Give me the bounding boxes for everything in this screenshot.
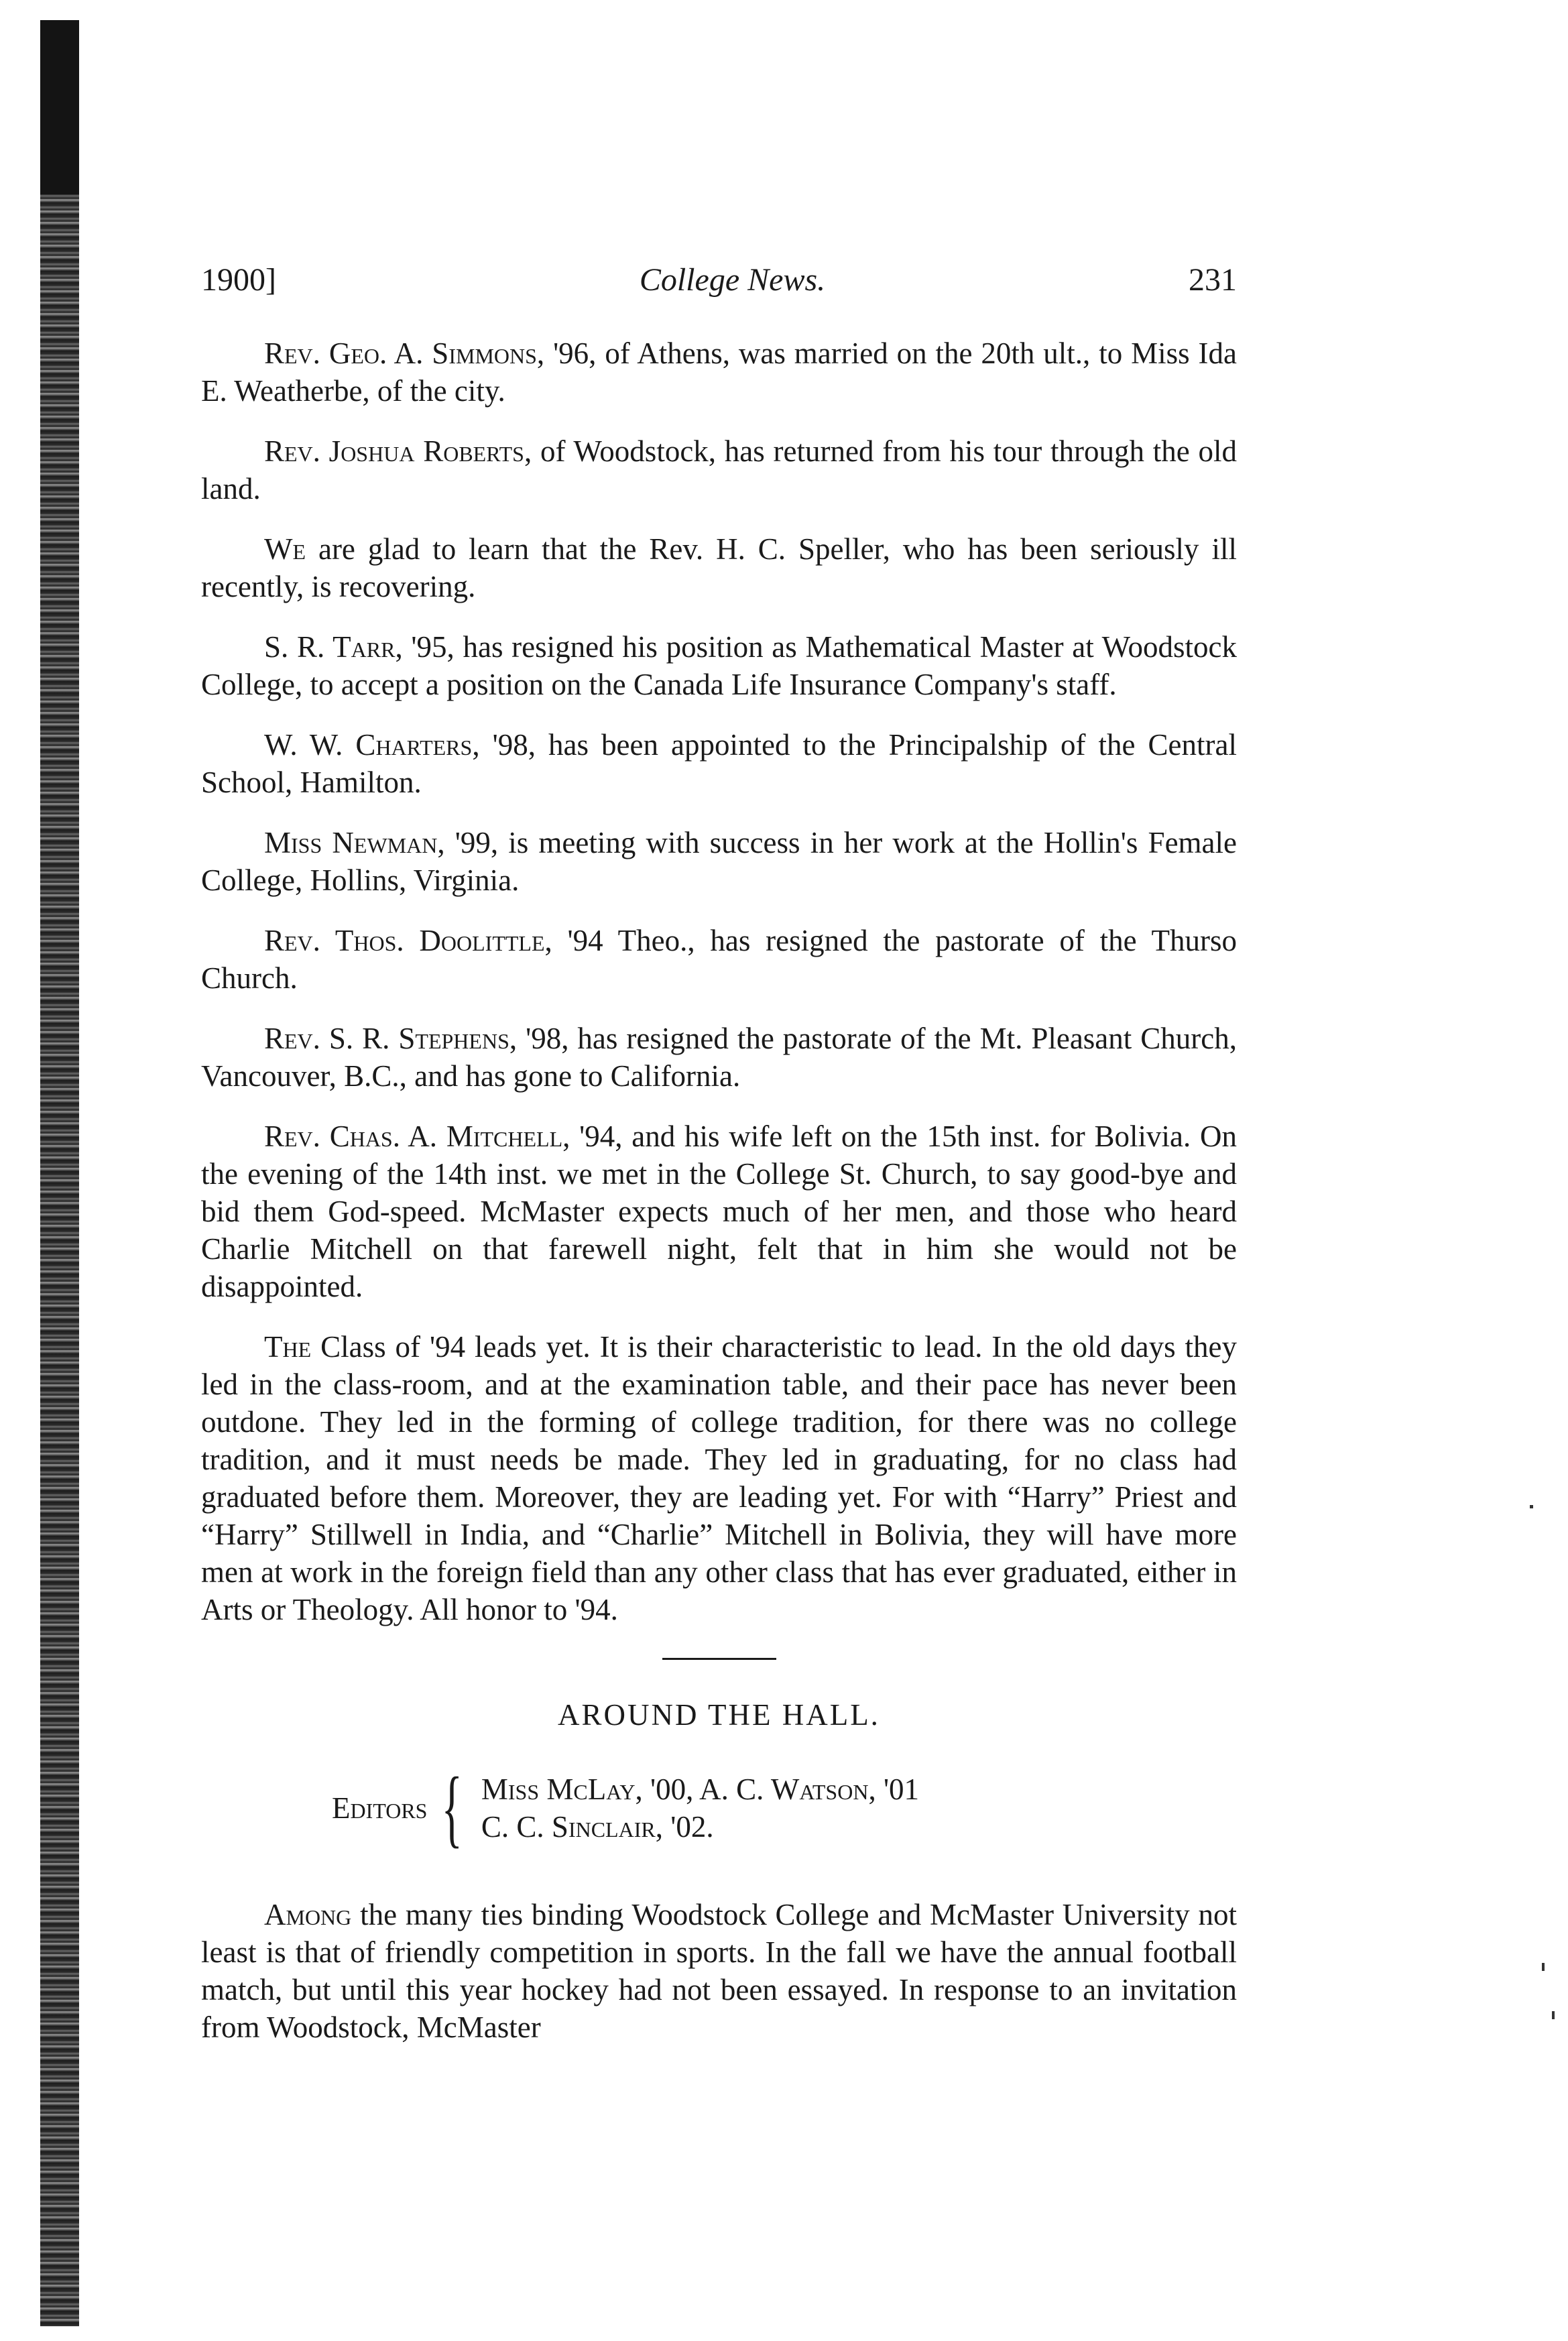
news-item: [201, 335, 1237, 410]
news-item: [201, 1118, 1237, 1305]
editors-line: Miss McLay, '00, A. C. Watson, '01: [481, 1773, 920, 1806]
page: [201, 261, 1237, 2069]
book-binding-edge: [40, 20, 79, 2326]
news-item: [201, 628, 1237, 703]
item-lead: Among: [264, 1898, 352, 1931]
editors-block: [332, 1760, 1237, 1856]
editors-list: [481, 1770, 919, 1846]
item-lead: W. W. Charters,: [264, 728, 480, 762]
item-lead: Miss Newman,: [264, 826, 445, 859]
section-title: AROUND THE HALL.: [558, 1698, 880, 1732]
item-text: '98, has been appointed to the Principalship of the Central School, Hamilton.: [201, 728, 1237, 799]
item-text: Class of '94 leads yet. It is their characteristic to lead. In the old days they led in the class-room, and at the examination table, and their pace has never been outdone. They led in the forming of college tradition, for there was no college tradition, and it must needs be made. They led in graduating, for no class had graduated before them. Moreover, they are leading yet. For with “Harry” Priest and “Harry” Stillwell in India, and “Charlie” Mitchell in Bolivia, they will have more men at work in the foreign field than any other class that has ever graduated, either in Arts or Theology. All honor to '94.: [201, 1330, 1237, 1626]
header-year: 1900]: [201, 262, 276, 298]
item-lead: Rev. Chas. A. Mitchell,: [264, 1120, 570, 1153]
page-speck: [1552, 2011, 1555, 2019]
item-text: '96, of Athens, was married on the 20th ult., to Miss Ida E. Weatherbe, of the city.: [201, 337, 1238, 408]
running-header: [201, 261, 1237, 298]
article-paragraph: [201, 1896, 1237, 2046]
news-item: [201, 1020, 1237, 1095]
item-lead: Rev. Joshua Roberts,: [264, 434, 532, 468]
item-text: are glad to learn that the Rev. H. C. Speller, who has been seriously ill recently, is recovering.: [201, 532, 1237, 603]
page-speck: [1542, 1963, 1545, 1971]
header-title: College News.: [639, 262, 826, 298]
news-item: [201, 530, 1237, 605]
item-text: '98, has resigned the pastorate of the Mt. Pleasant Church, Vancouver, B.C., and has gone to California.: [201, 1022, 1237, 1093]
page-speck: [1530, 1505, 1533, 1508]
news-item: [201, 726, 1237, 801]
item-lead: The: [264, 1330, 312, 1364]
item-lead: Rev. Thos. Doolittle,: [264, 924, 552, 957]
book-binding-shadow: [40, 20, 79, 194]
news-item: [201, 432, 1237, 507]
item-text: '94 Theo., has resigned the pastorate of the Thurso Church.: [201, 924, 1238, 995]
item-text: '95, has resigned his position as Mathematical Master at Woodstock College, to accept a position on the Canada Life Insurance Company's staff.: [201, 630, 1238, 701]
news-item: [201, 824, 1237, 899]
item-text: '99, is meeting with success in her work at the Hollin's Female College, Hollins, Virginia.: [201, 826, 1237, 897]
item-lead: We: [264, 532, 306, 566]
left-brace-icon: {: [442, 1760, 463, 1856]
item-text: the many ties binding Woodstock College and McMaster University not least is that of friendly competition in sports. In the fall we have the annual football match, but until this year hockey had not been essayed. In response to an invitation from Woodstock, McMaster: [201, 1898, 1237, 2044]
item-lead: Rev. Geo. A. Simmons,: [264, 337, 545, 370]
item-lead: Rev. S. R. Stephens,: [264, 1022, 518, 1055]
section-divider: [662, 1658, 776, 1660]
item-text: of Woodstock, has returned from his tour through the old land.: [201, 434, 1237, 505]
news-item: [201, 1328, 1237, 1628]
page-number: 231: [1188, 262, 1237, 298]
news-item: [201, 922, 1237, 997]
editors-label: Editors: [332, 1791, 428, 1825]
item-lead: S. R. Tarr,: [264, 630, 403, 664]
editors-line: C. C. Sinclair, '02.: [481, 1810, 714, 1844]
item-text: '94, and his wife left on the 15th inst. for Bolivia. On the evening of the 14th inst. we met in the College St. Church, to say good-bye and bid them God-speed. McMaster expects much of her men, and those who heard Charlie Mitchell on that farewell night, felt that in him she would not be disappointed.: [201, 1120, 1237, 1303]
